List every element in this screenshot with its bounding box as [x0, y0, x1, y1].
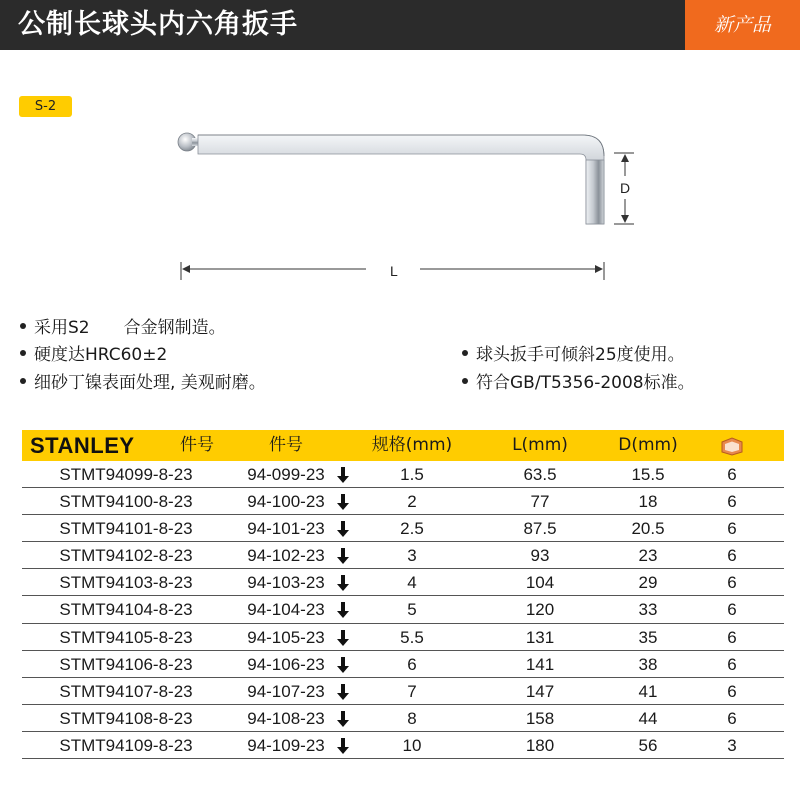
- down-arrow-icon: [336, 466, 350, 484]
- new-product-badge: 新产品: [685, 0, 800, 50]
- model-cell: STMT94103-8-23: [59, 573, 193, 593]
- table-row: [22, 542, 784, 569]
- depth-cell: 23: [638, 546, 658, 566]
- spec-cell: 2.5: [400, 519, 424, 539]
- qty-cell: 6: [727, 465, 737, 484]
- spec-cell: 1.5: [400, 465, 424, 484]
- part-cell: 94-106-23: [247, 654, 325, 674]
- qty-cell: 6: [727, 519, 737, 539]
- length-cell: 158: [525, 708, 555, 728]
- spec-cell: 8: [407, 708, 417, 728]
- table-row: [22, 624, 784, 651]
- bullet-icon: [20, 378, 26, 384]
- down-arrow-icon: [336, 601, 350, 619]
- dimension-l-label: L: [390, 263, 398, 279]
- down-arrow-icon: [336, 629, 350, 647]
- depth-cell: 20.5: [631, 519, 665, 539]
- length-cell: 93: [530, 546, 550, 566]
- table-body: [22, 461, 784, 759]
- down-arrow-icon: [336, 493, 350, 511]
- page-title: 公制长球头内六角扳手: [18, 9, 298, 40]
- hex-key-diagram: [0, 120, 800, 290]
- model-cell: STMT94109-8-23: [59, 735, 193, 755]
- header-qty: [692, 430, 772, 461]
- bullet-icon: [20, 350, 26, 356]
- feature-item: 硬度达HRC60±2: [20, 344, 167, 366]
- qty-cell: 6: [727, 492, 737, 512]
- spec-cell: 6: [407, 654, 417, 674]
- model-cell: STMT94107-8-23: [59, 681, 193, 701]
- model-cell: STMT94102-8-23: [59, 546, 193, 566]
- length-cell: 131: [525, 627, 555, 647]
- brand-logo: STANLEY: [30, 433, 135, 458]
- length-cell: 120: [525, 600, 555, 620]
- header-depth: D(mm): [618, 435, 678, 455]
- qty-cell: 6: [727, 627, 737, 647]
- depth-cell: 41: [638, 681, 658, 701]
- table-row: [22, 515, 784, 542]
- length-cell: 141: [525, 654, 555, 674]
- table-row: [22, 732, 784, 759]
- depth-cell: 44: [638, 708, 658, 728]
- part-cell: 94-102-23: [247, 546, 325, 566]
- header-model: 件号: [180, 435, 214, 455]
- spec-cell: 2: [407, 492, 417, 512]
- down-arrow-icon: [336, 737, 350, 755]
- model-cell: STMT94106-8-23: [59, 654, 193, 674]
- part-cell: 94-109-23: [247, 735, 325, 755]
- part-cell: 94-107-23: [247, 681, 325, 701]
- table-row: [22, 596, 784, 623]
- header-part: 件号: [269, 435, 303, 455]
- long-arm-shape: [198, 135, 604, 224]
- model-cell: STMT94101-8-23: [59, 519, 193, 539]
- model-cell: STMT94099-8-23: [59, 465, 193, 484]
- feature-item: 采用S2 合金钢制造。: [20, 317, 226, 339]
- length-cell: 104: [525, 573, 555, 593]
- spec-cell: 5.5: [400, 627, 424, 647]
- qty-cell: 6: [727, 708, 737, 728]
- qty-cell: 6: [727, 600, 737, 620]
- box-icon: [719, 436, 745, 456]
- part-cell: 94-100-23: [247, 492, 325, 512]
- model-cell: STMT94108-8-23: [59, 708, 193, 728]
- depth-cell: 38: [638, 654, 658, 674]
- feature-item: 符合GB/T5356-2008标准。: [462, 372, 695, 394]
- down-arrow-icon: [336, 547, 350, 565]
- qty-cell: 6: [727, 546, 737, 566]
- model-cell: STMT94104-8-23: [59, 600, 193, 620]
- down-arrow-icon: [336, 656, 350, 674]
- bullet-icon: [462, 378, 468, 384]
- down-arrow-icon: [336, 574, 350, 592]
- part-cell: 94-101-23: [247, 519, 325, 539]
- qty-cell: 6: [727, 573, 737, 593]
- length-cell: 77: [530, 492, 550, 512]
- spec-cell: 4: [407, 573, 417, 593]
- feature-item: 球头扳手可倾斜25度使用。: [462, 344, 685, 366]
- feature-item: 细砂丁镍表面处理, 美观耐磨。: [20, 372, 266, 394]
- length-cell: 87.5: [523, 519, 557, 539]
- depth-cell: 35: [638, 627, 658, 647]
- header-bar: [0, 0, 800, 50]
- part-cell: 94-105-23: [247, 627, 325, 647]
- table-row: [22, 651, 784, 678]
- table-row: [22, 678, 784, 705]
- depth-cell: 18: [638, 492, 658, 512]
- down-arrow-icon: [336, 710, 350, 728]
- spec-cell: 10: [402, 735, 422, 755]
- table-header: [22, 430, 784, 461]
- table-row: [22, 488, 784, 515]
- qty-cell: 6: [727, 681, 737, 701]
- length-cell: 147: [525, 681, 555, 701]
- spec-cell: 5: [407, 600, 417, 620]
- depth-cell: 56: [638, 735, 658, 755]
- dimension-d-label: D: [620, 180, 631, 196]
- part-cell: 94-104-23: [247, 600, 325, 620]
- length-cell: 63.5: [523, 465, 557, 484]
- length-cell: 180: [525, 735, 555, 755]
- bullet-icon: [20, 323, 26, 329]
- model-cell: STMT94105-8-23: [59, 627, 193, 647]
- qty-cell: 6: [727, 654, 737, 674]
- spec-cell: 3: [407, 546, 417, 566]
- table-row: [22, 461, 784, 488]
- depth-cell: 29: [638, 573, 658, 593]
- bullet-icon: [462, 350, 468, 356]
- qty-cell: 3: [727, 735, 737, 755]
- model-cell: STMT94100-8-23: [59, 492, 193, 512]
- material-tag: S-2: [19, 96, 72, 117]
- table-row: [22, 705, 784, 732]
- part-cell: 94-103-23: [247, 573, 325, 593]
- down-arrow-icon: [336, 683, 350, 701]
- header-length: L(mm): [512, 435, 568, 455]
- spec-table: [22, 430, 784, 759]
- depth-cell: 33: [638, 600, 658, 620]
- down-arrow-icon: [336, 520, 350, 538]
- part-cell: 94-108-23: [247, 708, 325, 728]
- table-row: [22, 569, 784, 596]
- part-cell: 94-099-23: [247, 465, 325, 484]
- header-spec: 规格(mm): [371, 435, 453, 455]
- spec-cell: 7: [407, 681, 417, 701]
- depth-cell: 15.5: [631, 465, 665, 484]
